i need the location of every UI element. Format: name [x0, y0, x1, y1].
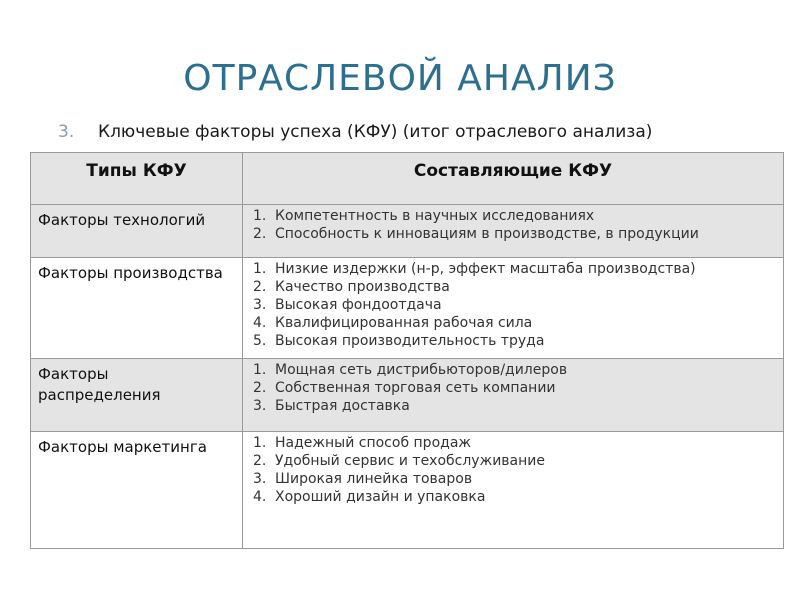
page-title: ОТРАСЛЕВОЙ АНАЛИЗ — [183, 58, 617, 99]
row-category: Факторы маркетинга — [38, 438, 207, 456]
header-types: Типы КФУ — [31, 153, 243, 205]
subtitle-text: Ключевые факторы успеха (КФУ) (итог отраслевого анализа) — [98, 122, 653, 142]
subtitle — [58, 122, 652, 142]
kfu-table — [30, 152, 784, 549]
list-item: 1. Компетентность в научных исследованиях — [253, 208, 595, 224]
row-category: Факторы производства — [38, 264, 223, 282]
table-row — [31, 205, 784, 258]
list-item: 1. Мощная сеть дистрибьюторов/дилеров — [253, 362, 568, 378]
list-item: 1. Надежный способ продаж — [253, 435, 472, 451]
table-header-row — [31, 153, 784, 205]
subtitle-number: 3. — [58, 122, 75, 142]
list-item: 3. Широкая линейка товаров — [253, 471, 473, 487]
list-item: 2. Собственная торговая сеть компании — [253, 380, 556, 396]
component-list — [249, 434, 777, 506]
list-item: 2. Способность к инновациям в производстве, в продукции — [253, 226, 699, 242]
row-category: Факторы технологий — [38, 211, 206, 229]
list-item: 2. Качество производства — [253, 279, 450, 295]
table-row — [31, 359, 784, 432]
list-item: 1. Низкие издержки (н-р, эффект масштаба производства) — [253, 261, 696, 277]
list-item: 2. Удобный сервис и техобслуживание — [253, 453, 545, 469]
list-item: 3. Быстрая доставка — [253, 398, 410, 414]
list-item: 4. Хороший дизайн и упаковка — [253, 489, 486, 505]
row-category: Факторы распределения — [38, 365, 161, 404]
list-item: 4. Квалифицированная рабочая сила — [253, 315, 533, 331]
table-row — [31, 258, 784, 359]
table-row — [31, 432, 784, 549]
list-item: 3. Высокая фондоотдача — [253, 297, 442, 313]
component-list — [249, 207, 777, 243]
component-list — [249, 260, 777, 350]
component-list — [249, 361, 777, 415]
list-item: 5. Высокая производительность труда — [253, 333, 545, 349]
header-components: Составляющие КФУ — [243, 153, 784, 205]
